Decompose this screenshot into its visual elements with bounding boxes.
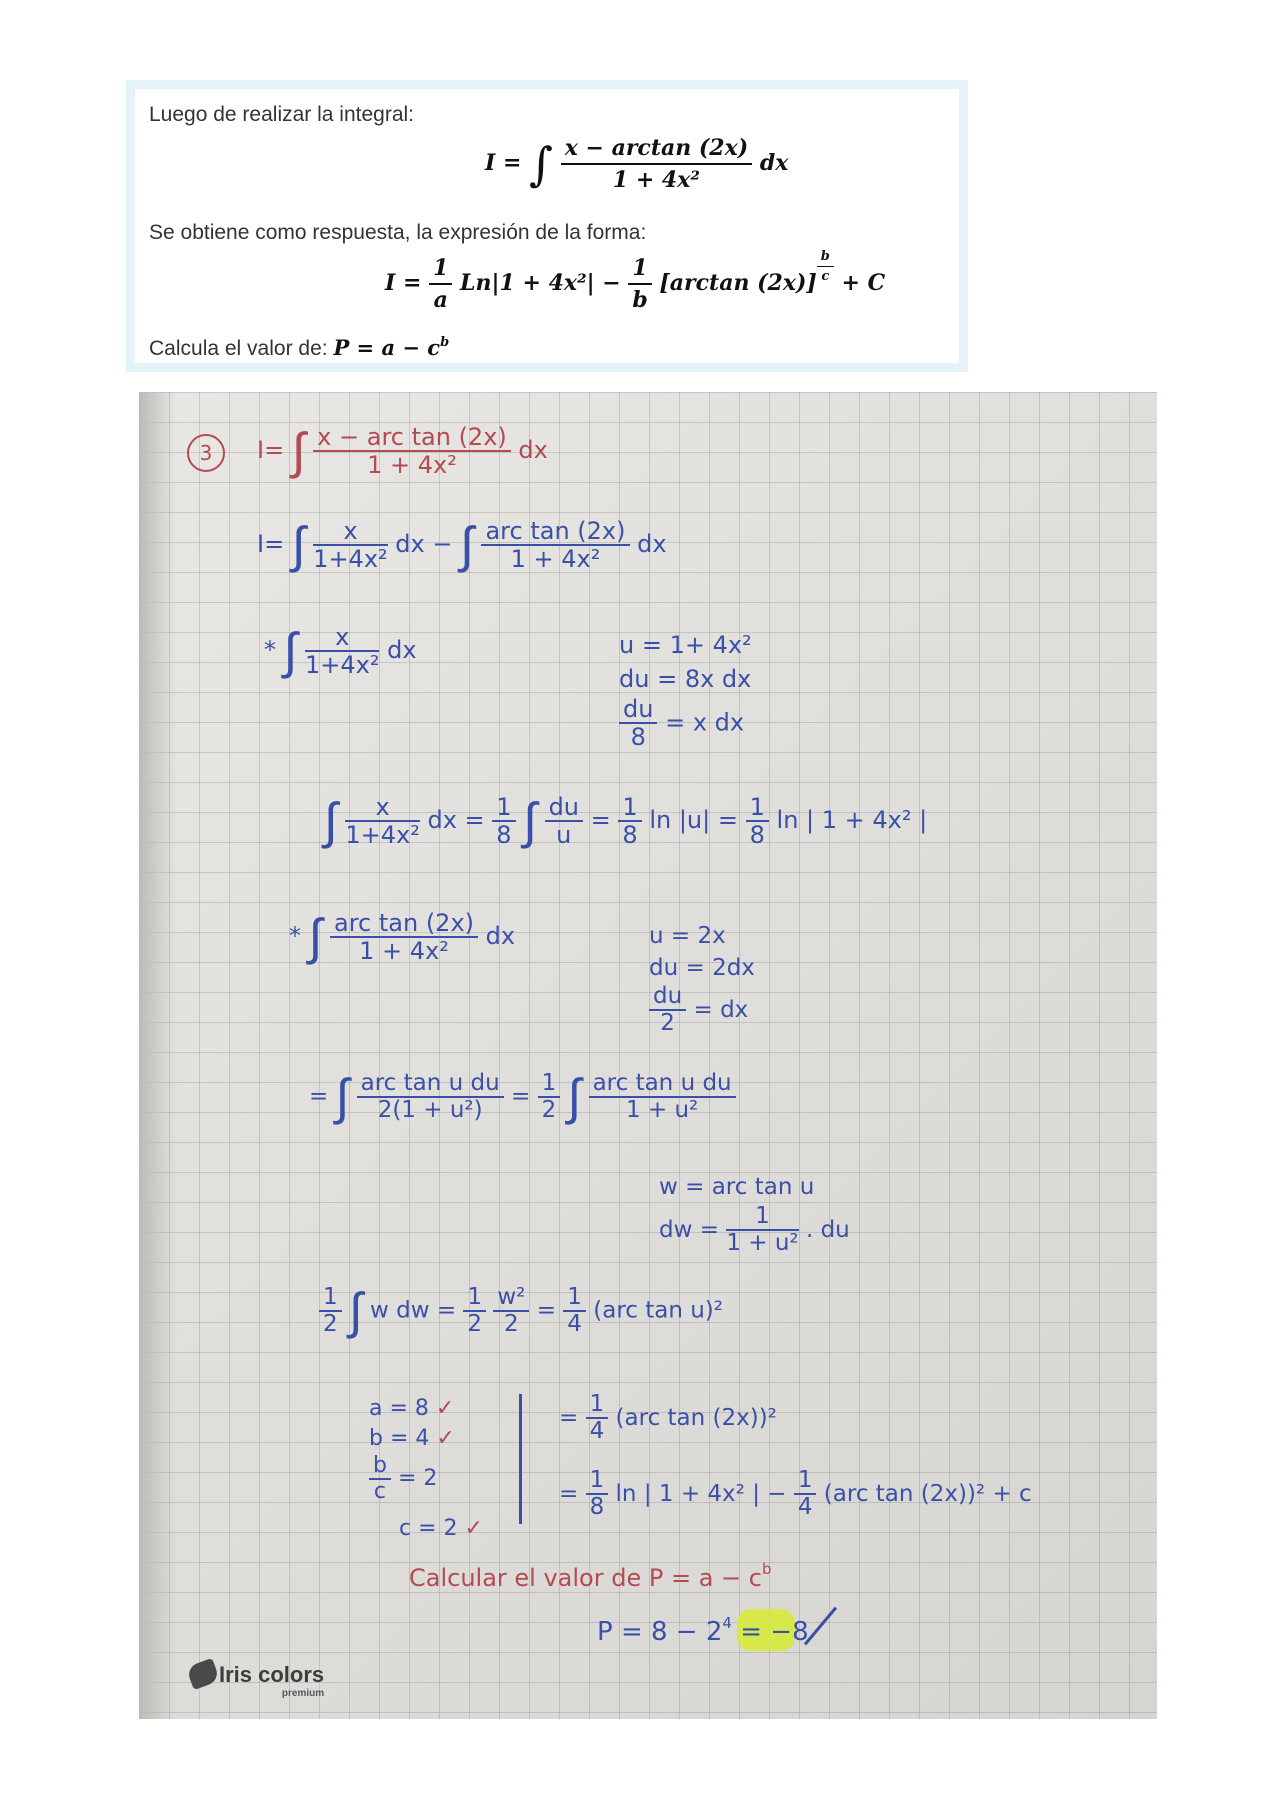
integral-sign-icon: ∫ bbox=[529, 137, 554, 191]
hw-final-answer: $P = 8 - 2^4 = -8$ bbox=[597, 1614, 809, 1647]
integral-sign-icon: ∫ bbox=[283, 622, 298, 680]
hw-line-3: * ∫ $\frac{x}{\text{1+4x²}}$ dx bbox=[264, 622, 417, 680]
integral-sign-icon: ∫ bbox=[291, 516, 306, 574]
check-mark-icon: ✓ bbox=[435, 1396, 455, 1421]
integral-sign-icon: ∫ bbox=[308, 908, 323, 966]
iris-logo-icon bbox=[186, 1658, 221, 1690]
hw-constant-values: a = 8 ✓ b = 4 ✓ $\frac{b}{c}$ = 2 c = 2 ✓ bbox=[369, 1396, 483, 1542]
integral-sign-icon: ∫ bbox=[291, 422, 306, 480]
hw-line-1: I= ∫ x − arc tan (2x) 1 + 4x² dx bbox=[257, 422, 548, 480]
hw-line-2: I= ∫ $\frac{x}{\text{1+4x²}}$ dx − ∫ arc tan (2x) 1 + 4x² dx bbox=[257, 516, 667, 574]
notebook-photo bbox=[139, 392, 1157, 1719]
integral-sign-icon: ∫ bbox=[348, 1282, 363, 1340]
hw-substitution-1: u = 1+ 4x² du = 8x dx $\frac{du}{8}$ = x dx bbox=[619, 631, 752, 752]
hw-task: Calcular el valor de $P = a - c^b$ bbox=[409, 1560, 772, 1592]
check-slash-icon bbox=[804, 1607, 837, 1646]
hw-line-4: ∫ $\frac{x}{\text{1+4x²}}$ dx = $\frac{1}{8}$ ∫ $\frac{du}{u}$ = $\frac{1}{8}$ ln |u| = $\frac{1}{8}$ ln | 1 + 4x² | bbox=[324, 792, 928, 850]
integral-sign-icon: ∫ bbox=[460, 516, 474, 574]
divider-line bbox=[519, 1394, 522, 1524]
brand-logo: Iris colors premium bbox=[219, 1662, 325, 1699]
integral-sign-icon: ∫ bbox=[567, 1068, 582, 1126]
problem-question: Calcula el valor de: $P = a - c^b$ bbox=[149, 335, 450, 360]
problem-number-badge: 3 bbox=[187, 434, 225, 472]
check-mark-icon: ✓ bbox=[464, 1516, 483, 1542]
problem-card bbox=[126, 80, 968, 372]
hw-substitution-2: u = 2x du = 2dx $\frac{du}{2}$ = dx bbox=[649, 923, 755, 1037]
integral-sign-icon: ∫ bbox=[523, 792, 537, 850]
hw-result-1: = $\frac{1}{4}$ (arc tan (2x))² bbox=[559, 1391, 777, 1445]
check-mark-icon: ✓ bbox=[436, 1426, 455, 1451]
problem-intro: Luego de realizar la integral: bbox=[149, 103, 415, 126]
problem-answer-form: I = $\frac{1}{a}$ Ln|1 + 4x²| − $\frac{1}{b}$ [arctan (2x)] $\frac{b}{c}$ + C bbox=[385, 249, 886, 313]
hw-line-5: * ∫ arc tan (2x) 1 + 4x² dx bbox=[289, 908, 516, 966]
hw-substitution-3: w = arc tan u dw = $\frac{1}{\text{1 + u²}}$ . du bbox=[659, 1174, 850, 1257]
hw-result-2: = $\frac{1}{8}$ ln | 1 + 4x² | − $\frac{1}{4}$ (arc tan (2x))² + c bbox=[559, 1467, 1032, 1521]
integral-sign-icon: ∫ bbox=[335, 1068, 350, 1126]
final-result: −8 bbox=[770, 1617, 809, 1647]
problem-answer-intro: Se obtiene como respuesta, la expresión de la forma: bbox=[149, 221, 647, 244]
problem-integral: I = ∫ $\frac{x - \arctan (2x)}{\text{1 + 4x²}}$ dx bbox=[485, 135, 789, 193]
integral-sign-icon: ∫ bbox=[324, 792, 338, 850]
hw-line-7: $\frac{1}{2}$ ∫ w dw = $\frac{1}{2}$ $\frac{\text{w²}}{2}$ = $\frac{1}{4}$ (arc tan u)² bbox=[319, 1282, 723, 1340]
hw-line-6: = ∫ arc tan u du 2(1 + u²) = $\frac{1}{2}$ ∫ arc tan u du 1 + u² bbox=[309, 1068, 736, 1126]
